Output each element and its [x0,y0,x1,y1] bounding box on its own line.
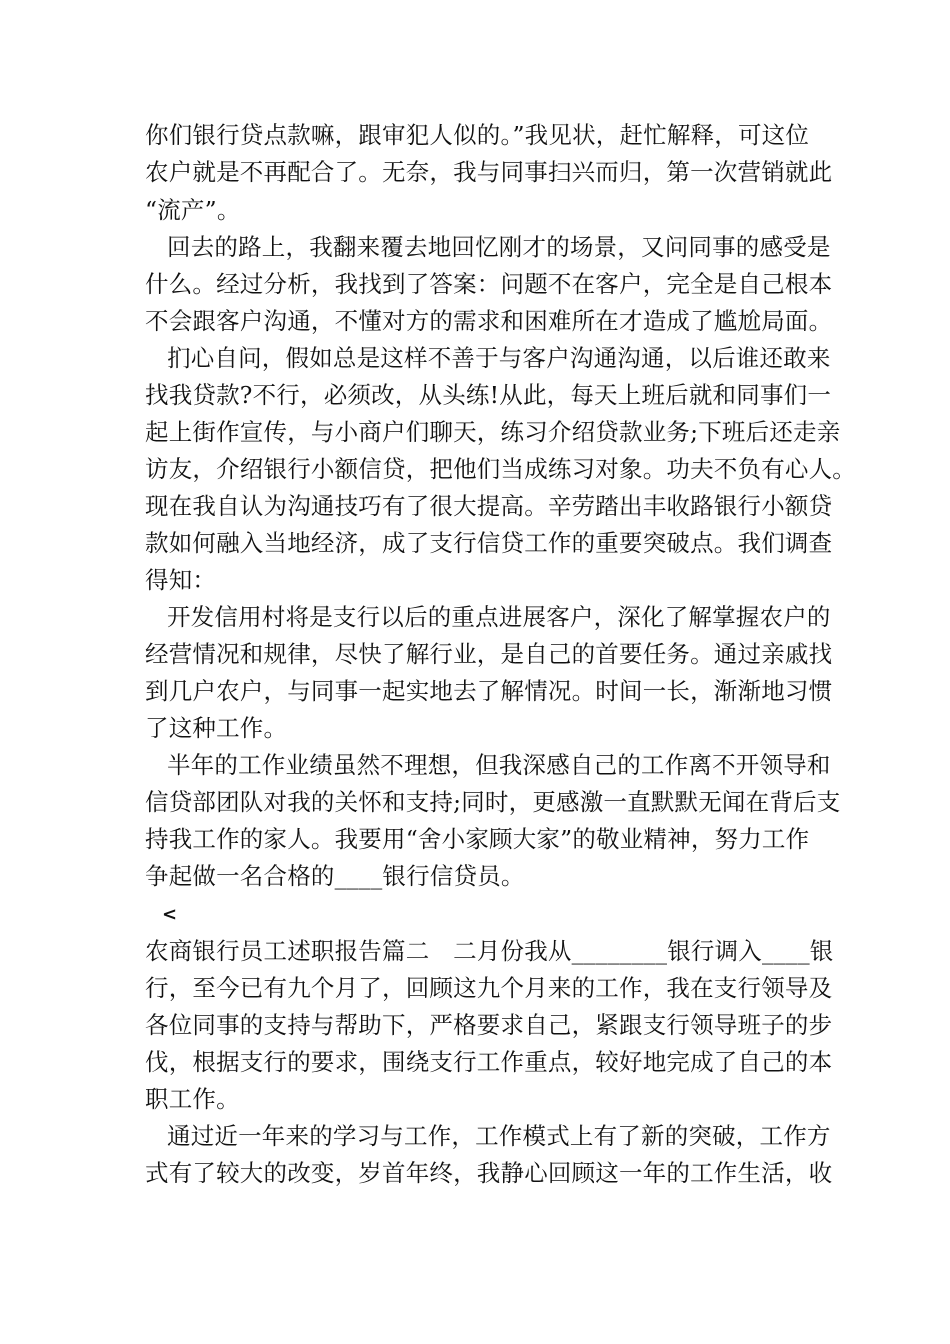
text-line: 得知： [145,566,217,594]
text-line: 经营情况和规律，尽快了解行业，是自己的首要任务。通过亲戚找 [145,640,833,668]
text-line: 到几户农户，与同事一起实地去了解情况。时间一长，渐渐地习惯 [145,677,833,705]
text-line: 你们银行贷点款嘛，跟审犯人似的。”我见状，赶忙解释，可这位 [145,121,810,149]
text-line: 信贷部团队对我的关怀和支持;同时，更感激一直默默无闻在背后支 [145,788,841,816]
paragraph-start-line: 通过近一年来的学习与工作，工作模式上有了新的突破，工作方 [167,1122,831,1150]
text-line: 职工作。 [145,1085,240,1113]
paragraph-start-line: 回去的路上，我翻来覆去地回忆刚才的场景，又问同事的感受是 [167,233,831,261]
text-line: 找我贷款?不行，必须改，从头练!从此，每天上班后就和同事们一 [145,381,832,409]
text-line: “流产”。 [145,196,241,224]
text-line: 现在我自认为沟通技巧有了很大提高。辛劳踏出丰收路银行小额贷 [145,492,833,520]
text-line: 争起做一名合格的____银行信贷员。 [145,862,525,890]
section-heading-line: 农商银行员工述职报告篇二 二月份我从________银行调入____银 [145,937,834,965]
text-line: 访友，介绍银行小额信贷，把他们当成练习对象。功夫不负有心人。 [145,455,856,483]
text-line: 款如何融入当地经济，成了支行信贷工作的重要突破点。我们调查 [145,529,833,557]
text-line: 农户就是不再配合了。无奈，我与同事扫兴而归，第一次营销就此 [145,158,833,186]
paragraph-start-line: 扪心自问，假如总是这样不善于与客户沟通沟通，以后谁还敢来 [167,344,831,372]
text-line: 起上街作宣传，与小商户们聊天，练习介绍贷款业务;下班后还走亲 [145,418,841,446]
text-line: 行，至今已有九个月了，回顾这九个月来的工作，我在支行领导及 [145,974,833,1002]
text-line: 伐，根据支行的要求，围绕支行工作重点，较好地完成了自己的本 [145,1048,833,1076]
text-line: 了这种工作。 [145,714,288,742]
text-line: 式有了较大的改变，岁首年终，我静心回顾这一年的工作生活，收 [145,1159,833,1187]
left-arrow-icon: < [162,904,178,925]
text-line: 什么。经过分析，我找到了答案：问题不在客户，完全是自己根本 [145,270,833,298]
text-line: 不会跟客户沟通，不懂对方的需求和困难所在才造成了尴尬局面。 [145,307,833,335]
paragraph-start-line: 半年的工作业绩虽然不理想，但我深感自己的工作离不开领导和 [167,751,831,779]
paragraph-start-line: 开发信用村将是支行以后的重点进展客户，深化了解掌握农户的 [167,603,831,631]
text-line: 各位同事的支持与帮助下，严格要求自己，紧跟支行领导班子的步 [145,1011,833,1039]
text-line: 持我工作的家人。我要用“舍小家顾大家”的敬业精神，努力工作 [145,825,810,853]
